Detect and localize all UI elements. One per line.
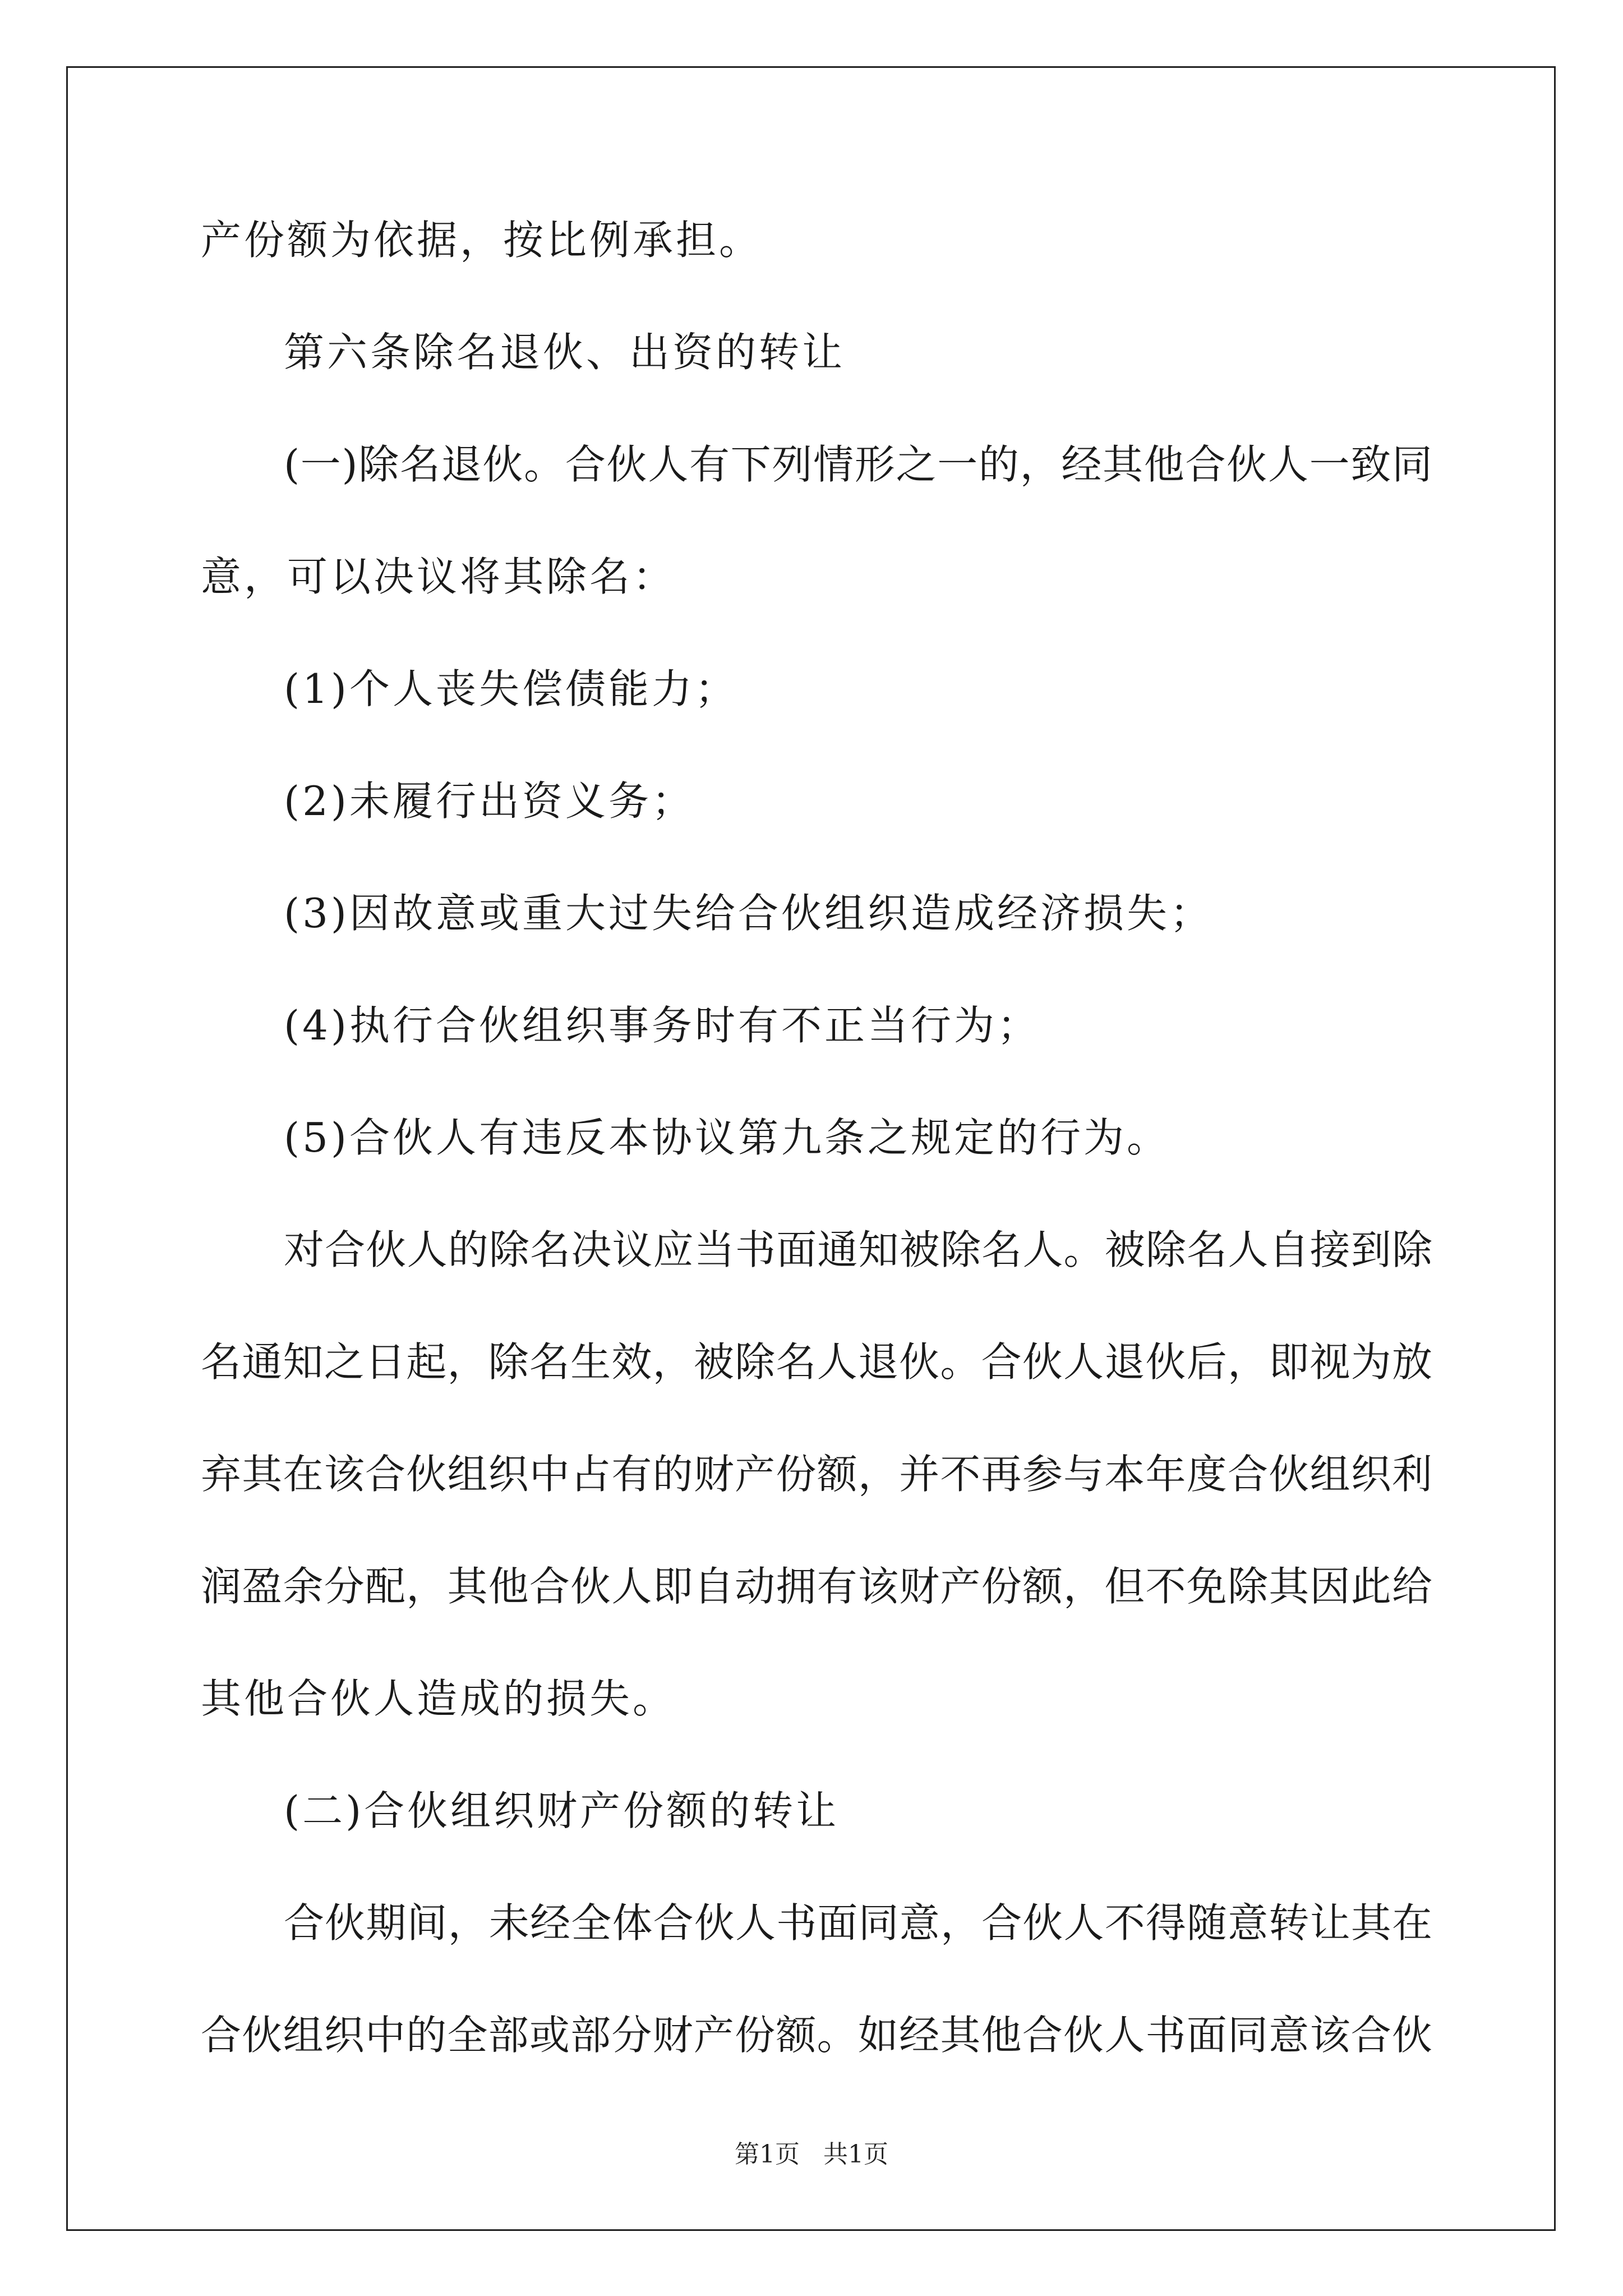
section-heading: 第六条除名退伙、出资的转让 (284, 329, 846, 376)
paragraph-line: 意，可以决议将其除名： (201, 553, 676, 600)
list-item: (3)因故意或重大过失给合伙组织造成经济损失； (284, 890, 1213, 937)
list-item: (2)未履行出资义务； (284, 777, 695, 825)
paragraph-line: 弃其在该合伙组织中占有的财产份额，并不再参与本年度合伙组织利 (201, 1451, 1432, 1498)
list-item: (4)执行合伙组织事务时有不正当行为； (284, 1002, 1040, 1049)
paragraph-line: 合伙组织中的全部或部分财产份额。如经其他合伙人书面同意该合伙 (201, 2012, 1432, 2059)
list-item: (1)个人丧失偿债能力； (284, 665, 738, 712)
paragraph-line: 名通知之日起，除名生效，被除名人退伙。合伙人退伙后，即视为放 (201, 1338, 1432, 1386)
paragraph-line: 其他合伙人造成的损失。 (201, 1675, 676, 1722)
list-item: (5)合伙人有违反本协议第九条之规定的行为。 (284, 1114, 1170, 1161)
paragraph-line: 合伙期间，未经全体合伙人书面同意，合伙人不得随意转让其在 (284, 1899, 1432, 1947)
paragraph-line: 对合伙人的除名决议应当书面通知被除名人。被除名人自接到除 (284, 1226, 1432, 1273)
paragraph-line: (一)除名退伙。合伙人有下列情形之一的，经其他合伙人一致同 (284, 441, 1432, 488)
section-heading: (二)合伙组织财产份额的转让 (284, 1787, 840, 1834)
paragraph-line: 产份额为依据，按比例承担。 (201, 217, 763, 264)
page-number: 第1页 共1页 (735, 2140, 888, 2169)
paragraph-line: 润盈余分配，其他合伙人即自动拥有该财产份额，但不免除其因此给 (201, 1563, 1432, 1610)
